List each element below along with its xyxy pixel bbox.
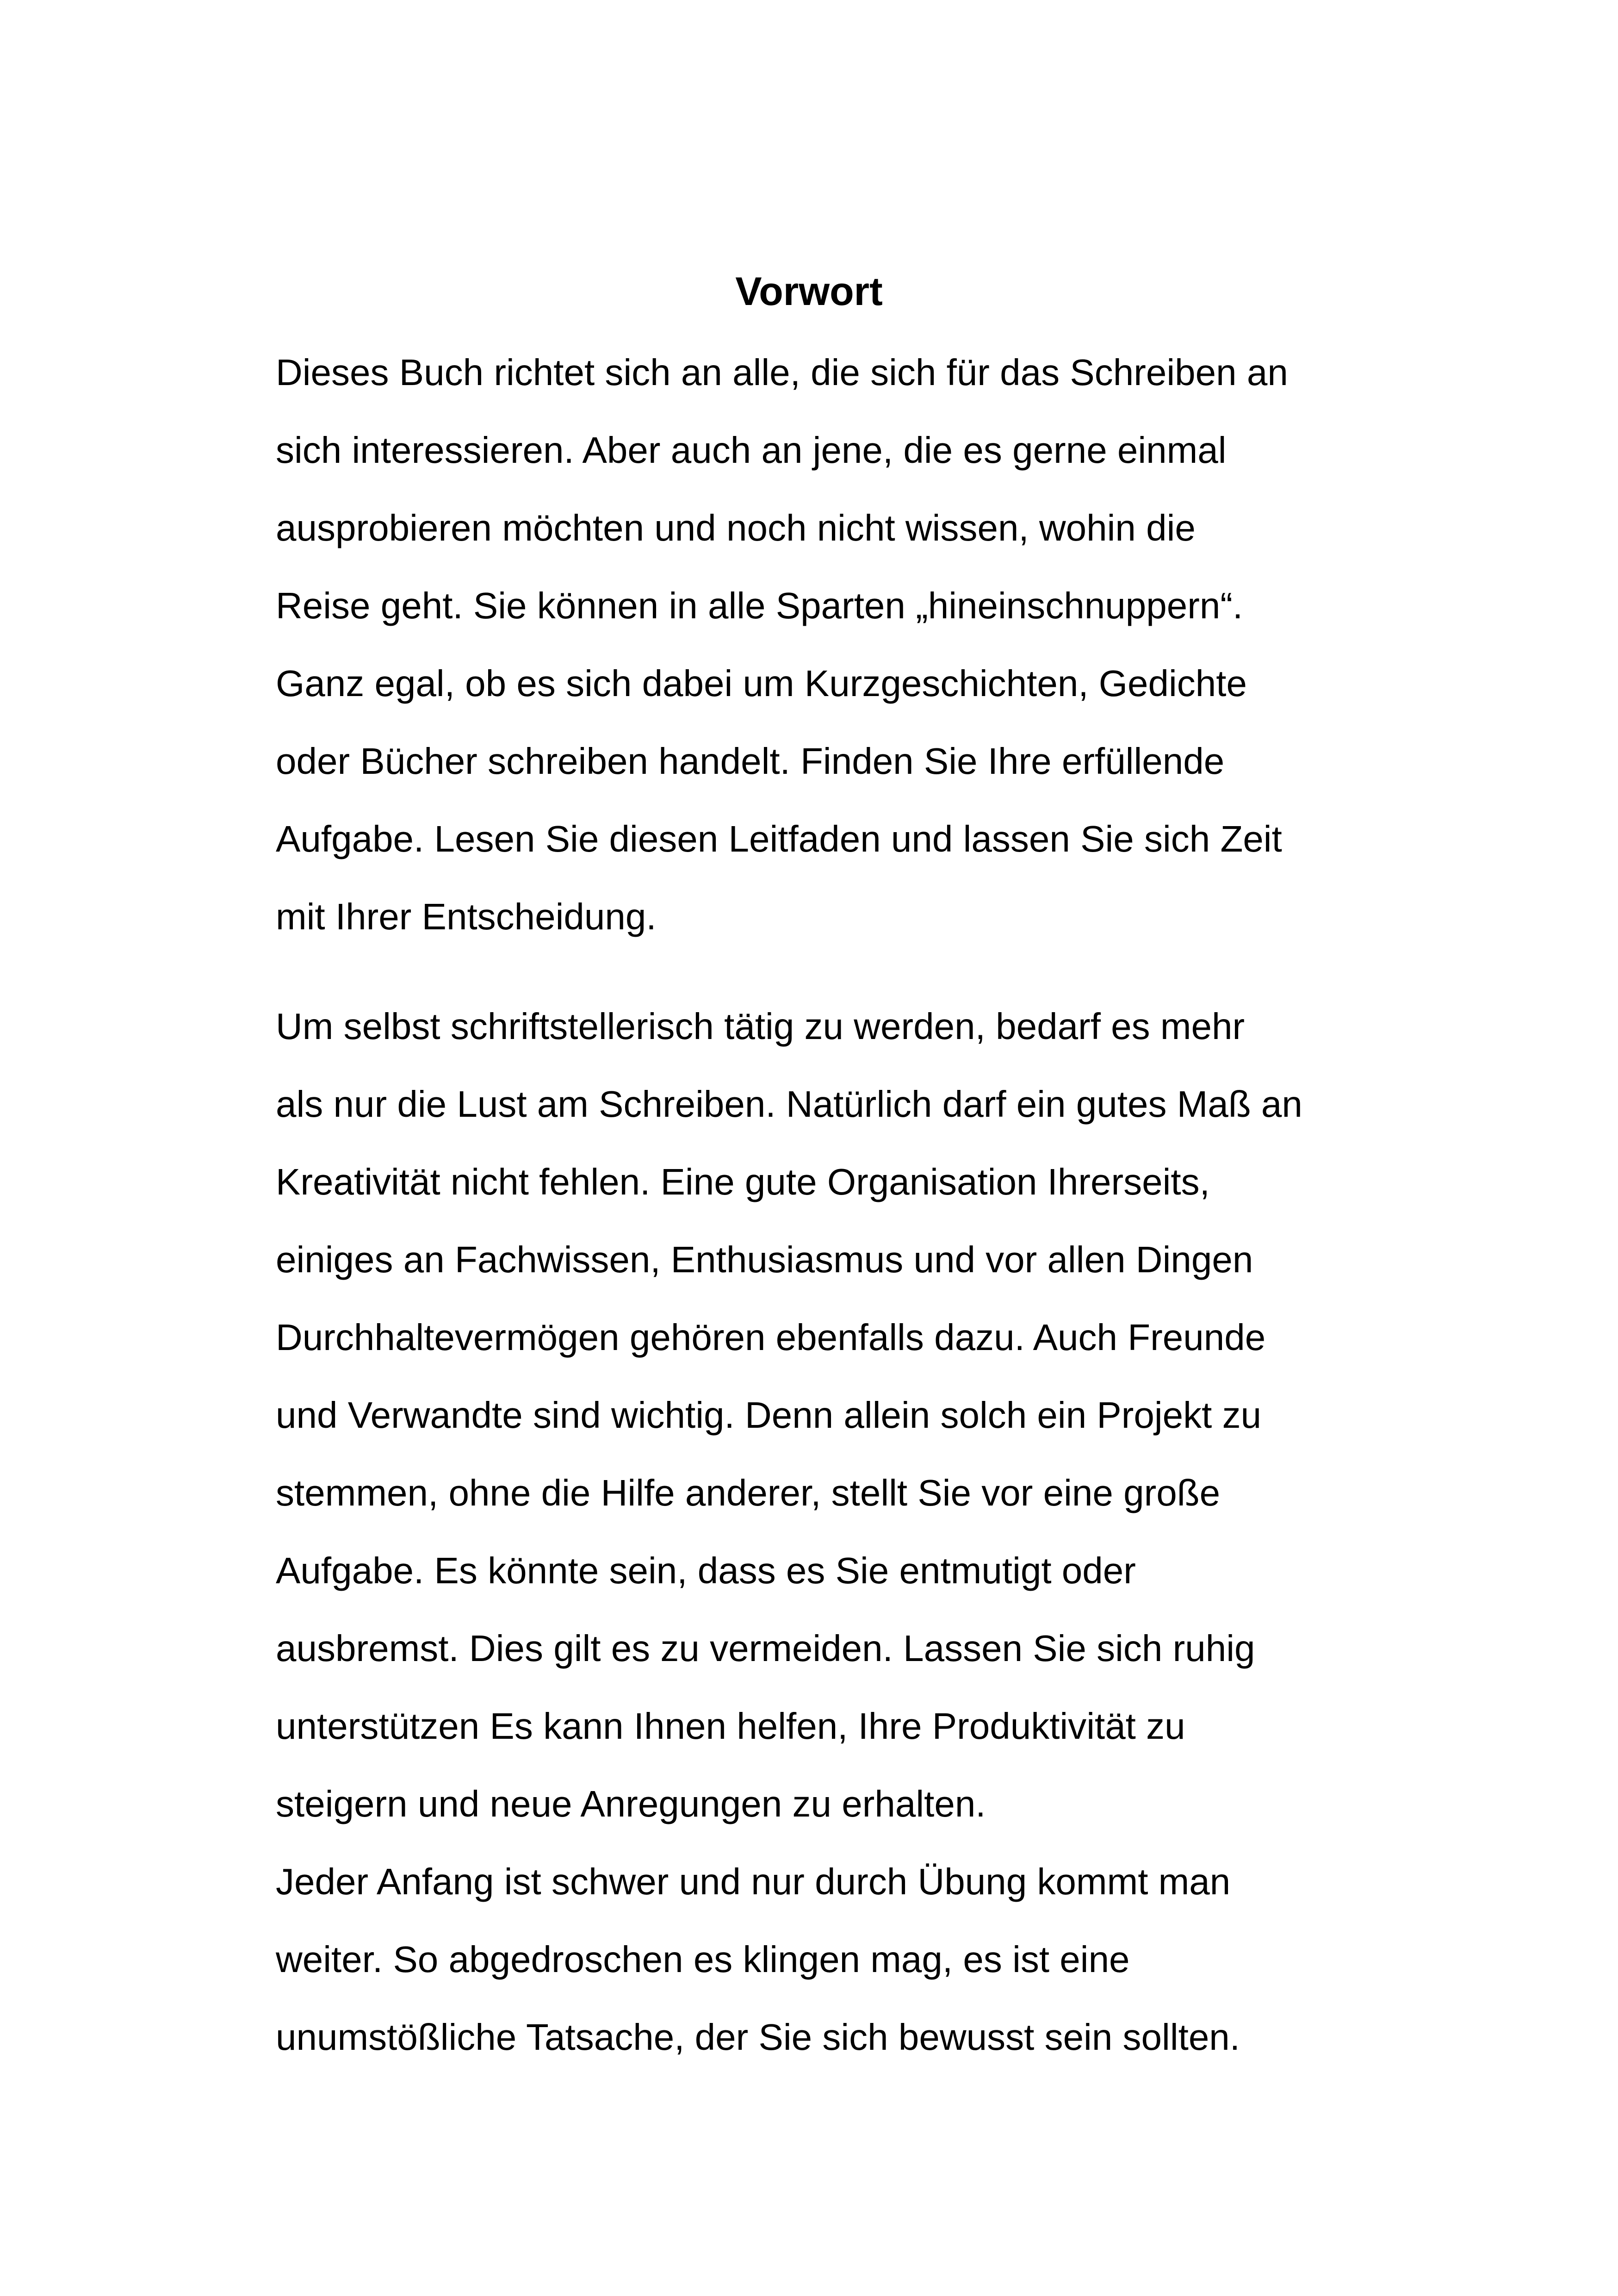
text-line: und Verwandte sind wichtig. Denn allein solch ein Projekt zu <box>276 1394 1262 1436</box>
text-line: Aufgabe. Lesen Sie diesen Leitfaden und lassen Sie sich Zeit <box>276 818 1282 859</box>
text-line: Aufgabe. Es könnte sein, dass es Sie entmutigt oder <box>276 1550 1136 1591</box>
text-line: Dieses Buch richtet sich an alle, die sich für das Schreiben an <box>276 352 1288 393</box>
text-line: oder Bücher schreiben handelt. Finden Sie Ihre erfüllende <box>276 740 1225 782</box>
text-line: einiges an Fachwissen, Enthusiasmus und vor allen Dingen <box>276 1239 1253 1280</box>
text-line: sich interessieren. Aber auch an jene, die es gerne einmal <box>276 429 1227 471</box>
text-line: ausbremst. Dies gilt es zu vermeiden. Lassen Sie sich ruhig <box>276 1628 1255 1669</box>
text-line: Durchhaltevermögen gehören ebenfalls dazu. Auch Freunde <box>276 1317 1266 1358</box>
text-line: unterstützen Es kann Ihnen helfen, Ihre Produktivität zu <box>276 1705 1185 1747</box>
text-line: Um selbst schriftstellerisch tätig zu werden, bedarf es mehr <box>276 1006 1245 1047</box>
text-line: mit Ihrer Entscheidung. <box>276 896 657 937</box>
text-line: weiter. So abgedroschen es klingen mag, es ist eine <box>276 1939 1130 1980</box>
text-line: Jeder Anfang ist schwer und nur durch Übung kommt man <box>276 1861 1231 1902</box>
text-line: steigern und neue Anregungen zu erhalten. <box>276 1783 986 1824</box>
text-line: ausprobieren möchten und noch nicht wissen, wohin die <box>276 507 1196 548</box>
text-line: stemmen, ohne die Hilfe anderer, stellt Sie vor eine große <box>276 1472 1221 1513</box>
text-line: als nur die Lust am Schreiben. Natürlich darf ein gutes Maß an <box>276 1083 1302 1125</box>
text-line: Ganz egal, ob es sich dabei um Kurzgeschichten, Gedichte <box>276 663 1247 704</box>
page-title: Vorwort <box>735 269 883 314</box>
text-line: Reise geht. Sie können in alle Sparten „hineinschnuppern“. <box>276 585 1243 626</box>
text-line: Kreativität nicht fehlen. Eine gute Organisation Ihrerseits, <box>276 1161 1210 1202</box>
text-line: unumstößliche Tatsache, der Sie sich bewusst sein sollten. <box>276 2016 1240 2058</box>
